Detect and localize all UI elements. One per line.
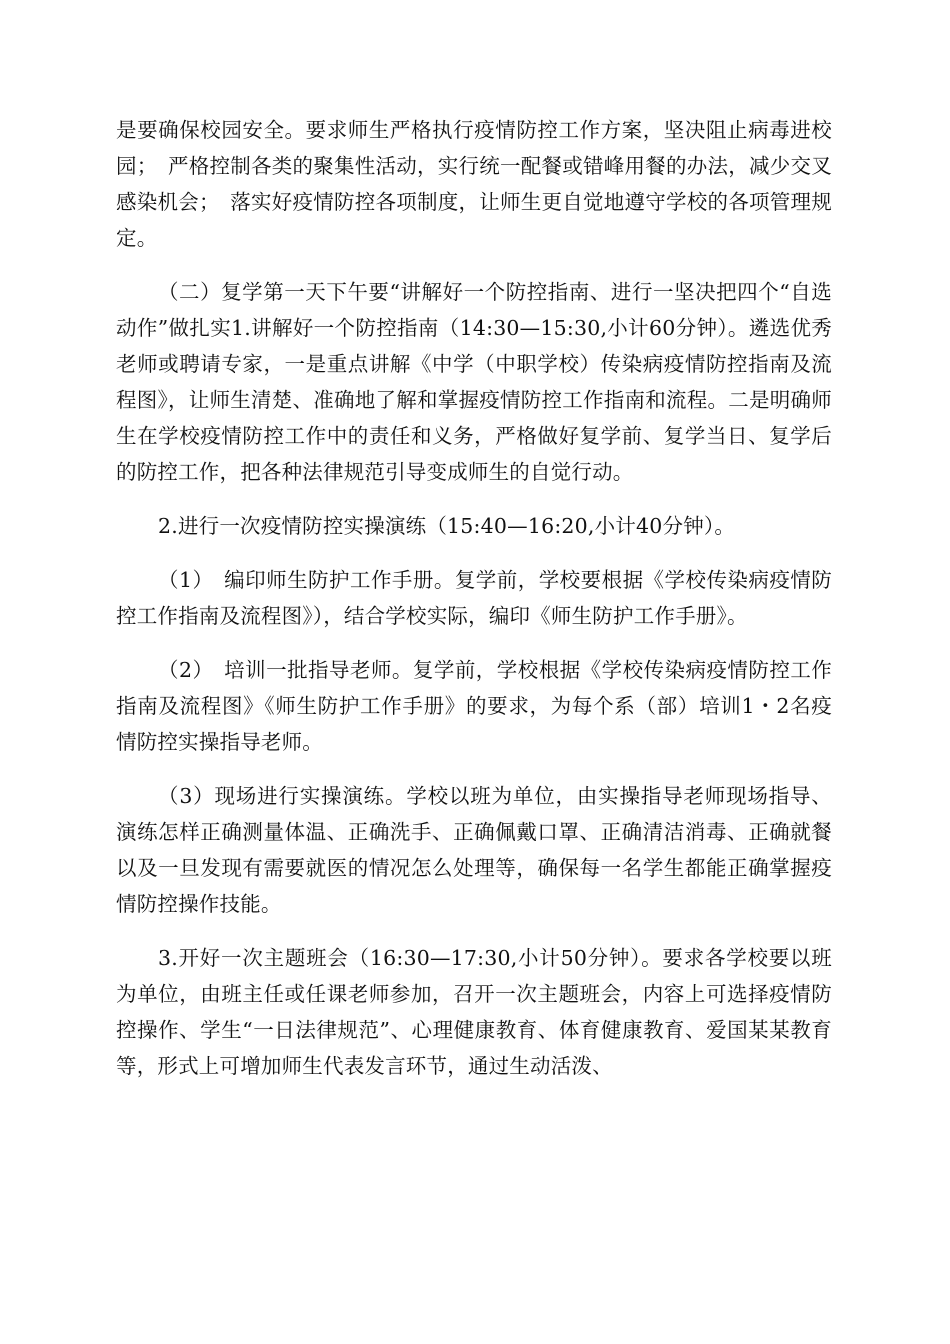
paragraph-onsite-drill: （3）现场进行实操演练。学校以班为单位，由实操指导老师现场指导、演练怎样正确测量体温、正确洗手、正确佩戴口罩、正确清洁消毒、正确就餐以及一旦发现有需要就医的情况怎么处理等，确保每一名学生都能正确掌握疫情防控操作技能。 [116, 784, 832, 916]
paragraph-drill-heading: 2.进行一次疫情防控实操演练（15:40—16:20,小计40分钟）。 [158, 514, 736, 538]
paragraph-class-meeting: 3.开好一次主题班会（16:30—17:30,小计50分钟）。要求各学校要以班为单位，由班主任或任课老师参加，召开一次主题班会，内容上可选择疫情防控操作、学生“一日法律规范”、心理健康教育、体育健康教育、爱国某某教育等，形式上可增加师生代表发言环节，通过生动活泼、 [116, 946, 832, 1078]
document-body [116, 112, 832, 1102]
paragraph-first-day-afternoon: （二）复学第一天下午要“讲解好一个防控指南、进行一坚决把四个“自选动作”做扎实1.讲解好一个防控指南（14:30—15:30,小计60分钟）。遴选优秀老师或聘请专家，一是重点讲解《中学（中职学校）传染病疫情防控指南及流程图》，让师生清楚、准确地了解和掌握疫情防控工作指南和流程。二是明确师生在学校疫情防控工作中的责任和义务，严格做好复学前、复学当日、复学后的防控工作，把各种法律规范引导变成师生的自觉行动。 [116, 280, 832, 484]
paragraph-train-instructors: （2） 培训一批指导老师。复学前，学校根据《学校传染病疫情防控工作指南及流程图》《师生防护工作手册》的要求，为每个系（部）培训1・2名疫情防控实操指导老师。 [116, 658, 832, 754]
paragraph-handbook: （1） 编印师生防护工作手册。复学前，学校要根据《学校传染病疫情防控工作指南及流程图》），结合学校实际，编印《师生防护工作手册》。 [116, 568, 832, 628]
paragraph-school-safety: 是要确保校园安全。要求师生严格执行疫情防控工作方案，坚决阻止病毒进校园； 严格控制各类的聚集性活动，实行统一配餐或错峰用餐的办法，减少交叉感染机会； 落实好疫情防控各项制度，让师生更自觉地遵守学校的各项管理规定。 [116, 118, 832, 250]
